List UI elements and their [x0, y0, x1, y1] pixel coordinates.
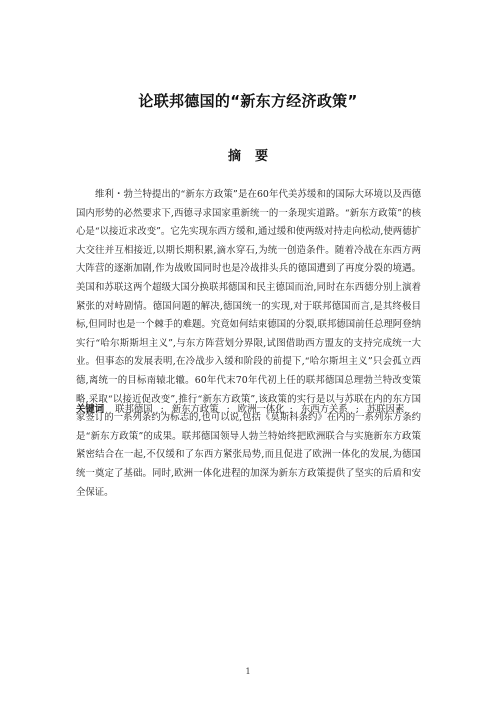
keyword-separator: ;: [223, 404, 230, 415]
keyword-separator: ;: [289, 404, 293, 415]
keyword-separator: ;: [352, 404, 359, 415]
keyword-item: 东西方关系: [300, 404, 348, 415]
abstract-body: 维利・勃兰特提出的“新东方政策”是在60年代美苏缓和的国际大环境以及西德国内形势的必然要求下,西德寻求国家重新统一的一条现实道路。“新东方政策”的核心是“以接近求改变”。它先实现东西方缓和,通过缓和使两级对持走向松动,使两德扩大交往并互相接近,以期长期积累,滴水穿石,为统一创造条件。随着冷战在东西方两大阵营的逐渐加剧,作为战败国同时也是冷战排头兵的德国遭到了再度分裂的境遇。美国和苏联这两个超级大国分换联邦德国和民主德国而治,同时在东西德分别上演着紧张的对峙剧情。德国问题的解决,德国统一的实现,对于联邦德国而言,是其终极目标,但同时也是一个棘手的难题。究竟如何结束德国的分裂,联邦德国前任总理阿登纳实行“哈尔斯斯坦主义”,与东方阵营划分界限,试图借助西方盟友的支持完成统一大业。但事态的发展表明,在冷战步入缓和阶段的前提下,“哈尔斯坦主义”只会孤立西德,离统一的目标南辕北辙。60年代末70年代初上任的联邦德国总理勃兰特改变策略,采取“以接近促改变”,推行“新东方政策”,该政策的实行是以与苏联在内的东方国家签订的一系列条约为标志的,也可以说,包括《莫斯科条约》在内的一系列东方条约是“新东方政策”的成果。联邦德国领导人勃兰特始终把欧洲联合与实施新东方政策紧密结合在一起,不仅缓和了东西方紧张局势,而且促进了欧洲一体化的发展,为德国统一奠定了基础。同时,欧洲一体化进程的加深为新东方政策提供了坚实的后盾和安全保证。: [76, 189, 421, 498]
keyword-item: 联邦德国: [115, 404, 153, 415]
keywords-line: [76, 403, 421, 417]
keyword-item: 欧洲一体化: [237, 404, 285, 415]
document-title: 论联邦德国的“新东方经济政策”: [138, 92, 358, 110]
page-number: 1: [245, 667, 251, 676]
keyword-separator: ;: [157, 404, 164, 415]
abstract-heading: 摘要: [227, 149, 282, 164]
keywords-label: 关键词: [76, 404, 105, 415]
keyword-item: 苏联因素: [366, 404, 405, 415]
keyword-item: 新东方政策: [171, 404, 219, 415]
